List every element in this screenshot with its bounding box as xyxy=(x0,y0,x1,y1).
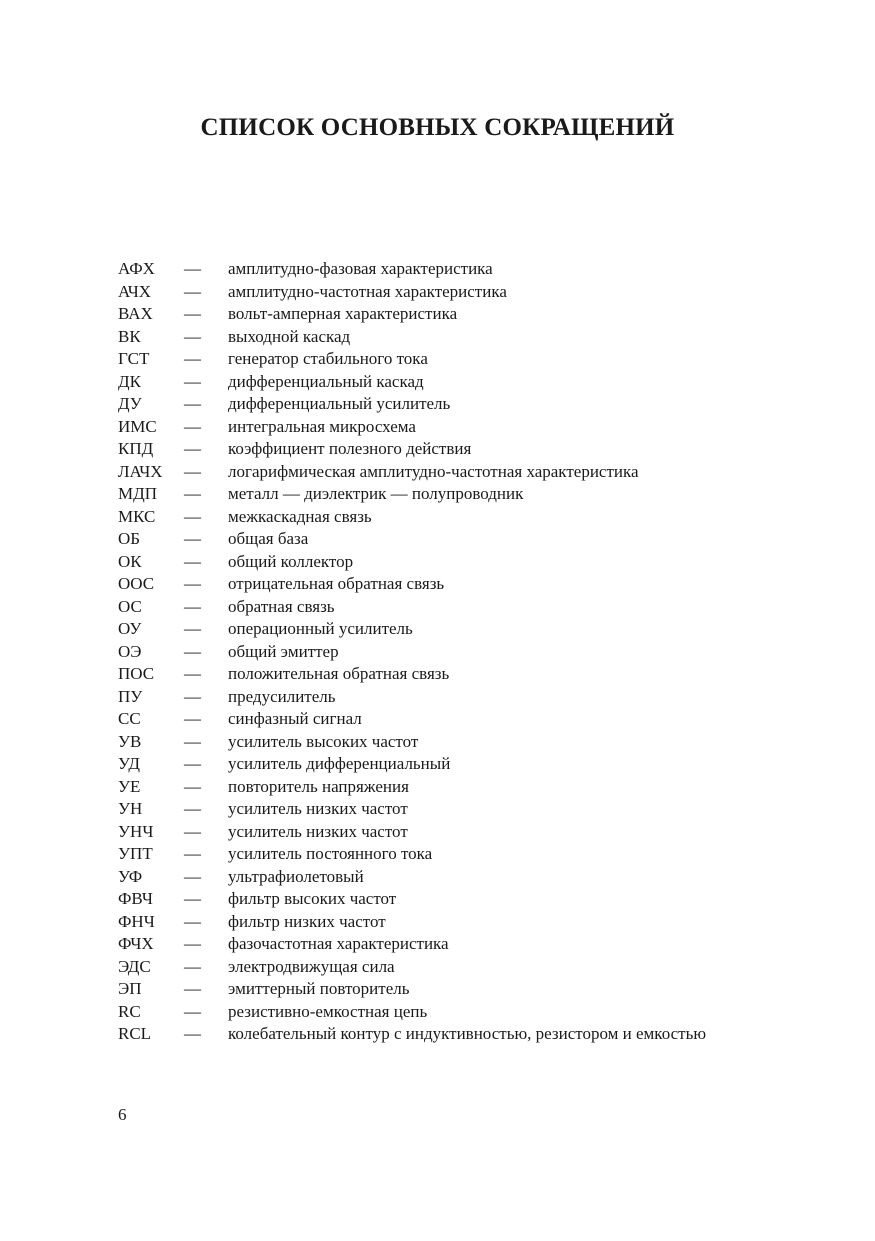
abbreviation-definition: общая база xyxy=(228,529,309,548)
abbreviation-dash: — xyxy=(184,416,201,436)
abbreviation-row xyxy=(118,438,818,461)
abbreviation-dash: — xyxy=(184,799,201,818)
abbreviation-dash: — xyxy=(184,304,201,323)
abbreviation-row xyxy=(118,348,818,371)
abbreviation-row xyxy=(118,371,818,394)
abbreviation-row xyxy=(118,596,818,619)
abbreviation-dash: — xyxy=(184,709,201,728)
abbreviation-term: МКС xyxy=(118,506,156,526)
abbreviation-dash: — xyxy=(184,889,201,908)
abbreviation-definition: колебательный контур с индуктивностью, резистором и емкостью xyxy=(228,1024,707,1043)
abbreviation-definition: общий эмиттер xyxy=(228,641,339,661)
abbreviation-row xyxy=(118,731,818,754)
abbreviation-definition: эмиттерный повторитель xyxy=(228,979,410,998)
abbreviation-definition: вольт-амперная характеристика xyxy=(228,304,458,323)
abbreviation-definition: межкаскадная связь xyxy=(228,506,372,526)
abbreviation-definition: амплитудно-фазовая характеристика xyxy=(228,259,493,278)
abbreviation-definition: операционный усилитель xyxy=(228,619,413,638)
abbreviation-term: ФВЧ xyxy=(118,889,153,908)
abbreviation-dash: — xyxy=(184,349,201,368)
abbreviation-term: ОС xyxy=(118,596,142,616)
abbreviation-term: УН xyxy=(118,799,143,818)
abbreviation-definition: обратная связь xyxy=(228,596,335,616)
abbreviation-definition: логарифмическая амплитудно-частотная характеристика xyxy=(228,461,639,481)
abbreviation-term: RCL xyxy=(118,1024,152,1043)
abbreviation-dash: — xyxy=(184,529,201,548)
page-number: 6 xyxy=(118,1105,127,1124)
abbreviation-dash: — xyxy=(184,934,201,953)
abbreviation-row xyxy=(118,483,818,506)
abbreviation-term: ФНЧ xyxy=(118,911,155,931)
abbreviation-term: ЭДС xyxy=(118,956,151,976)
abbreviation-row xyxy=(118,956,818,979)
abbreviation-dash: — xyxy=(184,821,201,841)
abbreviation-definition: усилитель постоянного тока xyxy=(228,844,433,863)
abbreviation-row xyxy=(118,798,818,821)
abbreviation-row xyxy=(118,416,818,439)
abbreviation-dash: — xyxy=(184,956,201,976)
abbreviation-definition: амплитудно-частотная характеристика xyxy=(228,281,507,301)
abbreviation-term: УВ xyxy=(118,731,142,751)
abbreviation-term: ДУ xyxy=(118,394,142,413)
abbreviation-term: ОК xyxy=(118,551,142,571)
page-title: СПИСОК ОСНОВНЫХ СОКРАЩЕНИЙ xyxy=(200,114,675,141)
abbreviation-definition: дифференциальный усилитель xyxy=(228,394,451,413)
abbreviation-term: ФЧХ xyxy=(118,934,154,953)
abbreviation-dash: — xyxy=(184,844,201,863)
abbreviation-term: УФ xyxy=(118,866,143,886)
abbreviation-dash: — xyxy=(184,484,201,503)
abbreviation-dash: — xyxy=(184,619,201,638)
abbreviation-definition: предусилитель xyxy=(228,686,336,706)
abbreviation-definition: фильтр высоких частот xyxy=(228,889,397,908)
abbreviation-row xyxy=(118,326,818,349)
abbreviation-definition: интегральная микросхема xyxy=(228,416,416,436)
abbreviation-term: КПД xyxy=(118,439,154,458)
abbreviation-definition: фазочастотная характеристика xyxy=(228,934,449,953)
abbreviation-dash: — xyxy=(184,506,201,526)
abbreviation-definition: фильтр низких частот xyxy=(228,911,386,931)
abbreviation-row xyxy=(118,303,818,326)
abbreviation-term: УД xyxy=(118,754,140,773)
abbreviation-row xyxy=(118,776,818,799)
abbreviation-dash: — xyxy=(184,461,201,481)
abbreviation-term: МДП xyxy=(118,484,157,503)
abbreviation-definition: отрицательная обратная связь xyxy=(228,574,445,593)
abbreviation-definition: металл — диэлектрик — полупроводник xyxy=(228,484,524,503)
abbreviation-row xyxy=(118,686,818,709)
abbreviation-dash: — xyxy=(184,866,201,886)
abbreviation-dash: — xyxy=(184,979,201,998)
abbreviation-term: ДК xyxy=(118,371,141,391)
abbreviation-definition: положительная обратная связь xyxy=(228,664,450,683)
abbreviation-dash: — xyxy=(184,439,201,458)
abbreviation-row xyxy=(118,821,818,844)
abbreviation-term: ЛАЧХ xyxy=(118,461,163,481)
abbreviation-row xyxy=(118,708,818,731)
abbreviation-term: УНЧ xyxy=(118,821,154,841)
abbreviation-definition: электродвижущая сила xyxy=(228,956,395,976)
abbreviation-dash: — xyxy=(184,686,201,706)
abbreviation-dash: — xyxy=(184,641,201,661)
abbreviation-definition: усилитель низких частот xyxy=(228,821,408,841)
abbreviation-term: ОБ xyxy=(118,529,141,548)
abbreviation-term: УЕ xyxy=(118,776,141,796)
abbreviation-row xyxy=(118,393,818,416)
abbreviation-dash: — xyxy=(184,596,201,616)
abbreviation-term: ПУ xyxy=(118,686,143,706)
abbreviation-dash: — xyxy=(184,371,201,391)
abbreviation-term: ИМС xyxy=(118,416,157,436)
abbreviation-definition: генератор стабильного тока xyxy=(228,349,428,368)
abbreviation-dash: — xyxy=(184,1001,201,1021)
abbreviation-row xyxy=(118,843,818,866)
abbreviation-dash: — xyxy=(184,1024,201,1043)
abbreviation-term: ВАХ xyxy=(118,304,153,323)
abbreviation-term: АЧХ xyxy=(118,281,152,301)
abbreviation-term: ООС xyxy=(118,574,155,593)
abbreviation-row xyxy=(118,753,818,776)
abbreviation-row xyxy=(118,663,818,686)
abbreviation-row xyxy=(118,911,818,934)
abbreviation-dash: — xyxy=(184,776,201,796)
abbreviation-definition: ультрафиолетовый xyxy=(228,866,364,886)
abbreviation-definition: выходной каскад xyxy=(228,326,351,346)
abbreviation-definition: усилитель высоких частот xyxy=(228,731,419,751)
abbreviation-term: АФХ xyxy=(118,259,155,278)
abbreviation-definition: повторитель напряжения xyxy=(228,776,409,796)
abbreviation-dash: — xyxy=(184,731,201,751)
abbreviation-row xyxy=(118,618,818,641)
abbreviation-definition: дифференциальный каскад xyxy=(228,371,424,391)
abbreviation-row xyxy=(118,866,818,889)
abbreviation-dash: — xyxy=(184,754,201,773)
abbreviation-term: ОЭ xyxy=(118,641,142,661)
abbreviation-term: ПОС xyxy=(118,664,155,683)
abbreviation-row xyxy=(118,978,818,1001)
abbreviation-row xyxy=(118,933,818,956)
abbreviation-term: ВК xyxy=(118,326,141,346)
abbreviation-row xyxy=(118,1023,818,1046)
abbreviation-term: ЭП xyxy=(118,979,142,998)
abbreviation-dash: — xyxy=(184,259,201,278)
abbreviation-dash: — xyxy=(184,574,201,593)
abbreviation-term: ГСТ xyxy=(118,349,150,368)
abbreviation-term: СС xyxy=(118,709,141,728)
abbreviation-definition: усилитель дифференциальный xyxy=(228,754,451,773)
abbreviation-dash: — xyxy=(184,551,201,571)
abbreviation-row xyxy=(118,1001,818,1024)
abbreviation-definition: резистивно-емкостная цепь xyxy=(228,1001,428,1021)
abbreviation-definition: коэффициент полезного действия xyxy=(228,439,472,458)
abbreviation-row xyxy=(118,506,818,529)
abbreviation-list xyxy=(118,258,818,1046)
abbreviation-definition: усилитель низких частот xyxy=(228,799,408,818)
abbreviation-dash: — xyxy=(184,394,201,413)
abbreviation-row xyxy=(118,888,818,911)
abbreviation-definition: общий коллектор xyxy=(228,551,354,571)
abbreviation-term: УПТ xyxy=(118,844,153,863)
abbreviation-definition: синфазный сигнал xyxy=(228,709,362,728)
abbreviation-dash: — xyxy=(184,911,201,931)
abbreviation-dash: — xyxy=(184,281,201,301)
abbreviation-row xyxy=(118,528,818,551)
abbreviation-row xyxy=(118,573,818,596)
abbreviation-term: RC xyxy=(118,1001,141,1021)
abbreviation-row xyxy=(118,258,818,281)
abbreviation-row xyxy=(118,281,818,304)
abbreviation-term: ОУ xyxy=(118,619,142,638)
abbreviation-dash: — xyxy=(184,664,201,683)
abbreviation-dash: — xyxy=(184,326,201,346)
abbreviation-row xyxy=(118,461,818,484)
abbreviation-row xyxy=(118,641,818,664)
abbreviation-row xyxy=(118,551,818,574)
